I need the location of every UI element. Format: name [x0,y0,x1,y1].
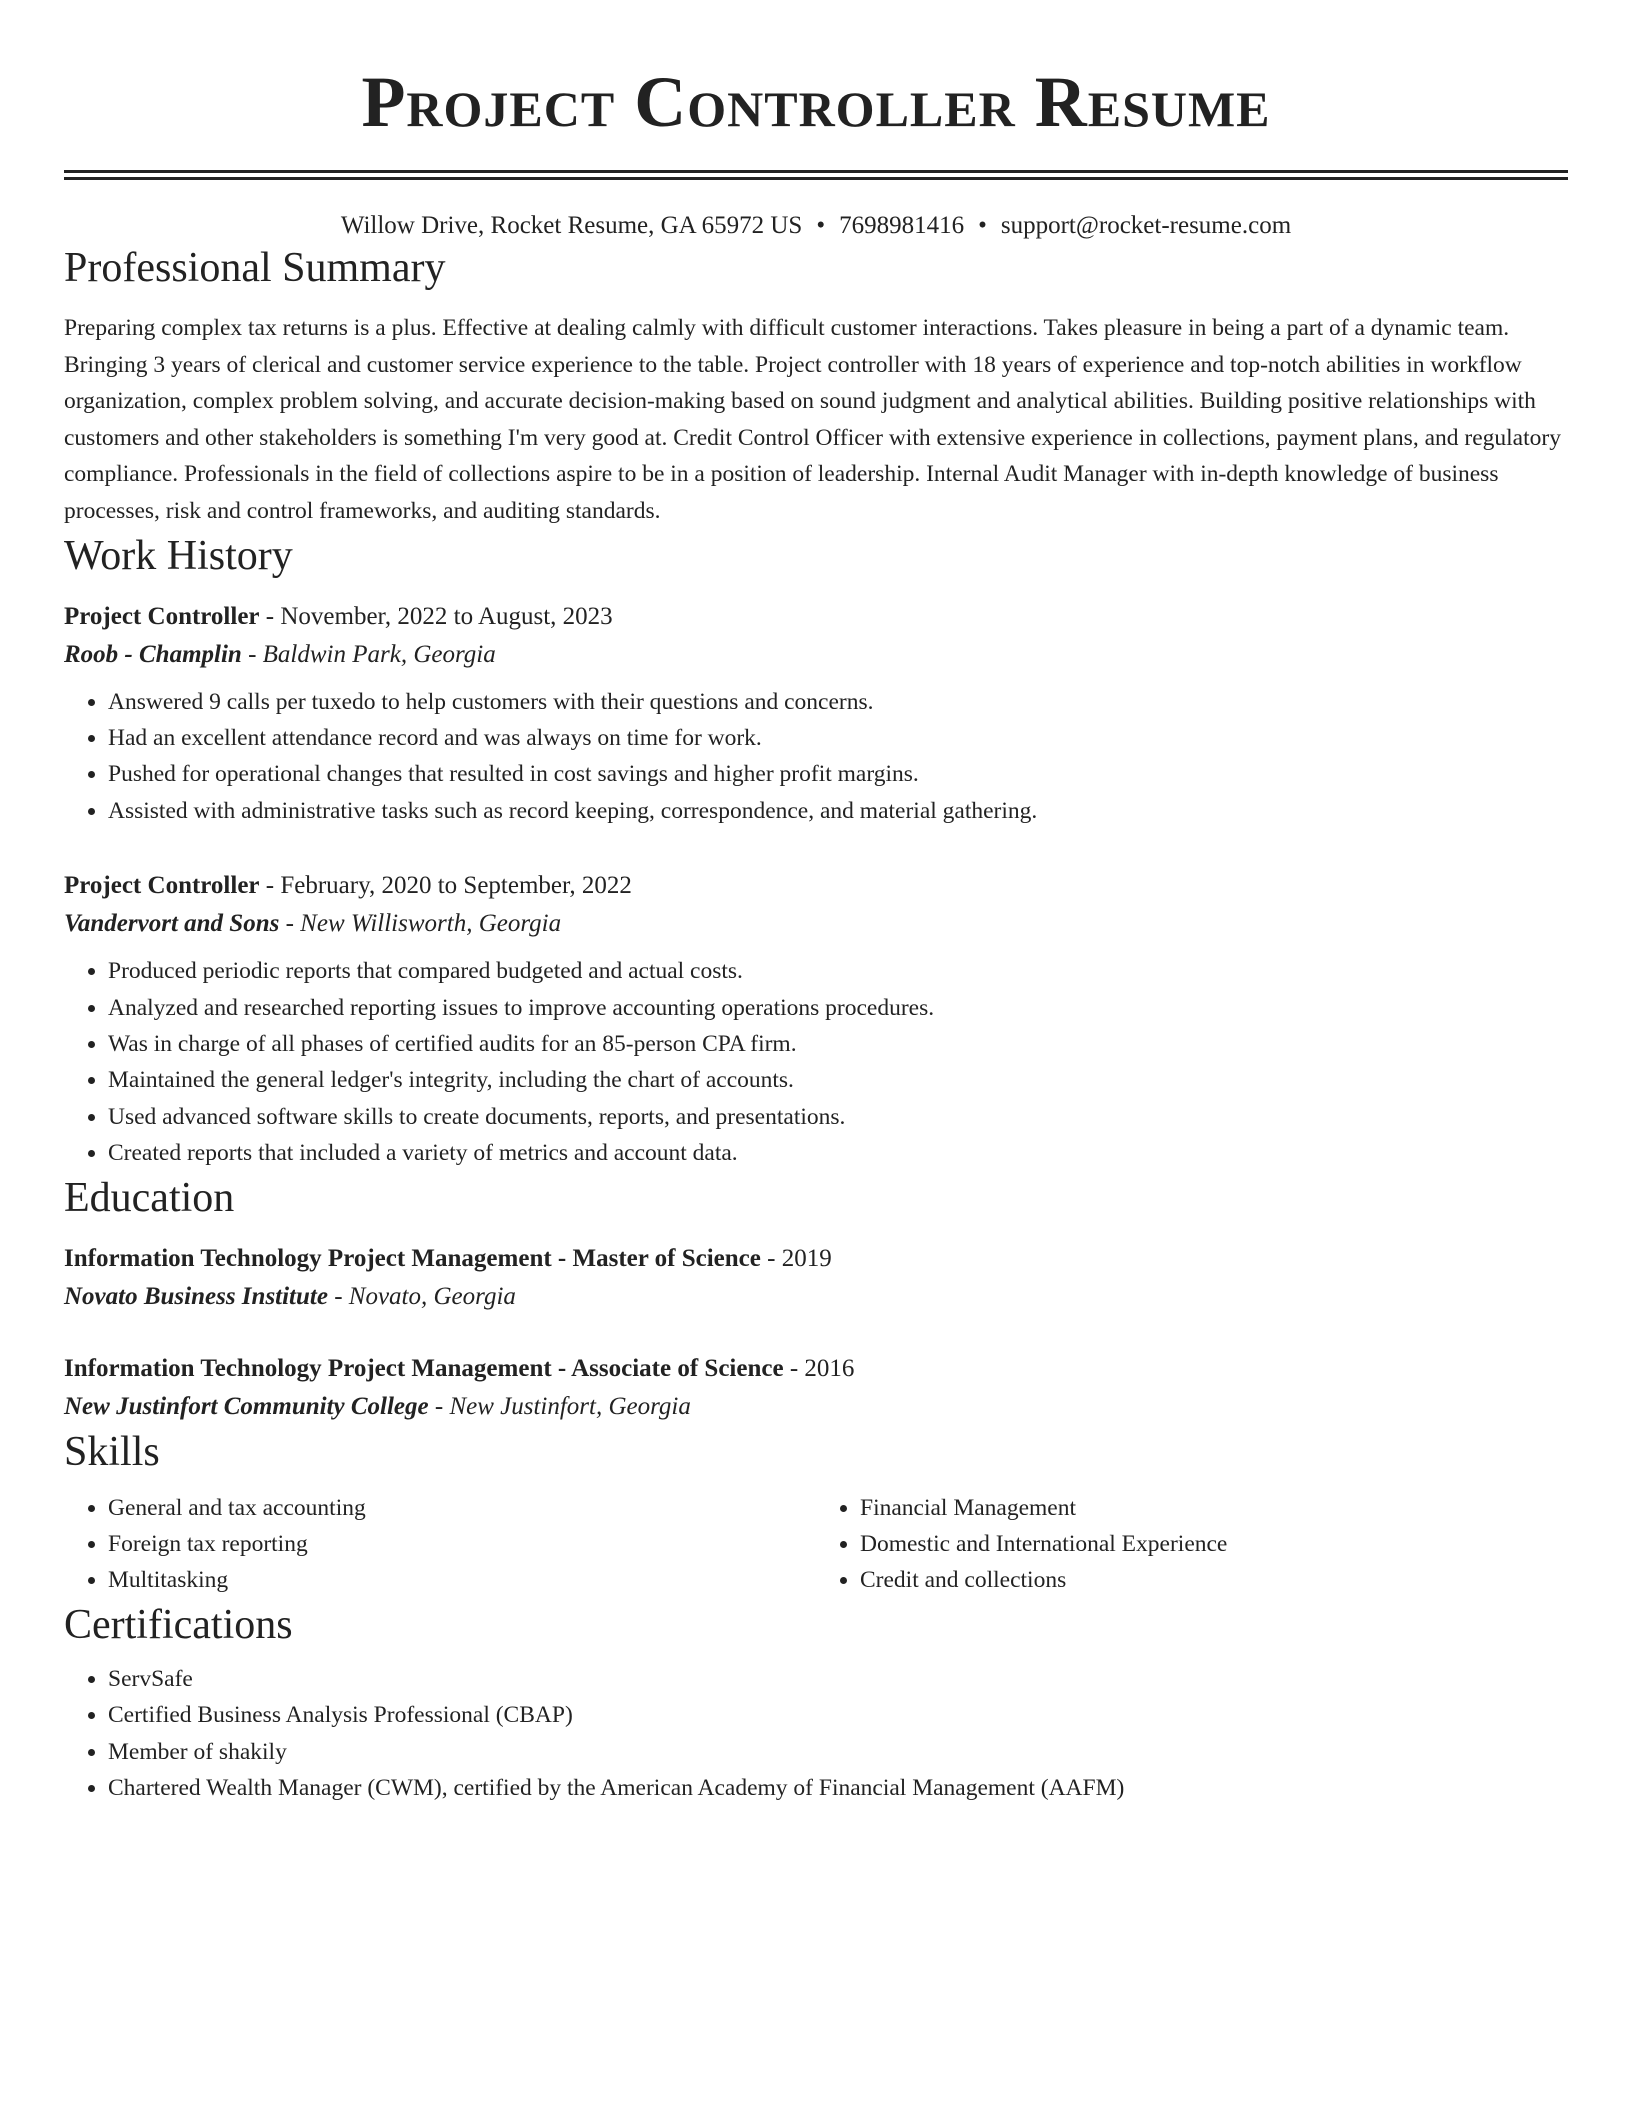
list-item: • ServSafe [108,1661,1568,1697]
list-item: • Chartered Wealth Manager (CWM), certified by the American Academy of Financial Management (AAFM) [108,1770,1568,1806]
job-company-line [64,905,1568,943]
job-bullets [64,953,1568,1171]
list-item: • Maintained the general ledger's integrity, including the chart of accounts. [108,1062,1568,1098]
job-location: - Baldwin Park, Georgia [241,640,496,668]
summary-heading: Professional Summary [64,245,446,291]
job-entry [64,598,1568,830]
degree-name: Information Technology Project Management - Associate of Science [64,1354,784,1382]
job-dates: - November, 2022 to August, 2023 [259,602,613,630]
job-role: Project Controller [64,602,260,630]
job-title-line [64,867,1568,905]
list-item: • Produced periodic reports that compared budgeted and actual costs. [108,953,1568,989]
school-name: Novato Business Institute [64,1282,328,1310]
job-company-line [64,636,1568,674]
list-item: • Multitasking [108,1562,816,1598]
skills-heading: Skills [64,1428,160,1475]
degree-year: - 2016 [783,1354,855,1382]
contact-separator: • [978,212,987,239]
summary-text: Preparing complex tax returns is a plus. Effective at dealing calmly with difficult customer interactions. Takes pleasure in being a part of a dynamic team. Bringing 3 years of clerical and customer service experience to the table. Project controller with 18 years of experience and top-notch abilities in workflow organization, complex problem solving, and accurate decision-making based on sound judgment and analytical abilities. Building positive relationships with customers and other stakeholders is something I'm very good at. Credit Control Officer with extensive experience in collections, payment plans, and regulatory compliance. Professionals in the field of collections aspire to be in a position of leadership. Internal Audit Manager with in-depth knowledge of business processes, risk and control frameworks, and auditing standards. [64,315,1561,524]
list-item: • Assisted with administrative tasks such as record keeping, correspondence, and material gathering. [108,793,1568,829]
list-item: • Credit and collections [860,1562,1568,1598]
list-item: • Financial Management [860,1490,1568,1526]
job-company: Roob - Champlin [64,640,242,668]
degree-line [64,1350,1568,1388]
title-divider [64,170,1568,180]
job-location: - New Willisworth, Georgia [279,910,562,938]
job-company: Vandervort and Sons [64,910,280,938]
job-entry [64,867,1568,1171]
job-bullets [64,684,1568,830]
degree-line [64,1240,1568,1278]
list-item: • Domestic and International Experience [860,1526,1568,1562]
skills-right-list [816,1490,1568,1599]
list-item: • Used advanced software skills to create documents, reports, and presentations. [108,1099,1568,1135]
skills-columns [64,1490,1568,1599]
list-item: • Foreign tax reporting [108,1526,816,1562]
list-item: • Was in charge of all phases of certified audits for an 85-person CPA firm. [108,1026,1568,1062]
contact-phone: 7698981416 [839,212,965,239]
degree-name: Information Technology Project Management - Master of Science [64,1244,761,1272]
school-name: New Justinfort Community College [64,1392,429,1420]
list-item: • Analyzed and researched reporting issues to improve accounting operations procedures. [108,990,1568,1026]
school-location: - Novato, Georgia [327,1282,516,1310]
list-item: • Member of shakily [108,1734,1568,1770]
work-history-heading: Work History [64,532,293,579]
degree-year: - 2019 [760,1244,832,1272]
education-entry [64,1350,1568,1426]
school-line [64,1278,1568,1316]
list-item: • Answered 9 calls per tuxedo to help customers with their questions and concerns. [108,684,1568,720]
education-heading: Education [64,1174,235,1221]
contact-separator: • [816,212,826,239]
list-item: • Had an excellent attendance record and was always on time for work. [108,720,1568,756]
contact-address: Willow Drive, Rocket Resume, GA 65972 US [340,212,803,239]
contact-line [64,210,1568,242]
skills-left-list [64,1490,816,1599]
list-item: • Pushed for operational changes that resulted in cost savings and higher profit margins. [108,756,1568,792]
certifications-list [64,1661,1568,1807]
job-role: Project Controller [64,872,260,900]
list-item: • General and tax accounting [108,1490,816,1526]
job-title-line [64,598,1568,636]
school-line [64,1388,1568,1426]
resume-title: Project Controller Resume [361,62,1271,142]
list-item: • Created reports that included a variety of metrics and account data. [108,1135,1568,1171]
school-location: - New Justinfort, Georgia [428,1392,691,1420]
contact-email: support@rocket-resume.com [1000,212,1292,239]
job-dates: - February, 2020 to September, 2022 [259,872,632,900]
education-entry [64,1240,1568,1316]
list-item: • Certified Business Analysis Professional (CBAP) [108,1697,1568,1733]
certifications-heading: Certifications [64,1601,293,1648]
